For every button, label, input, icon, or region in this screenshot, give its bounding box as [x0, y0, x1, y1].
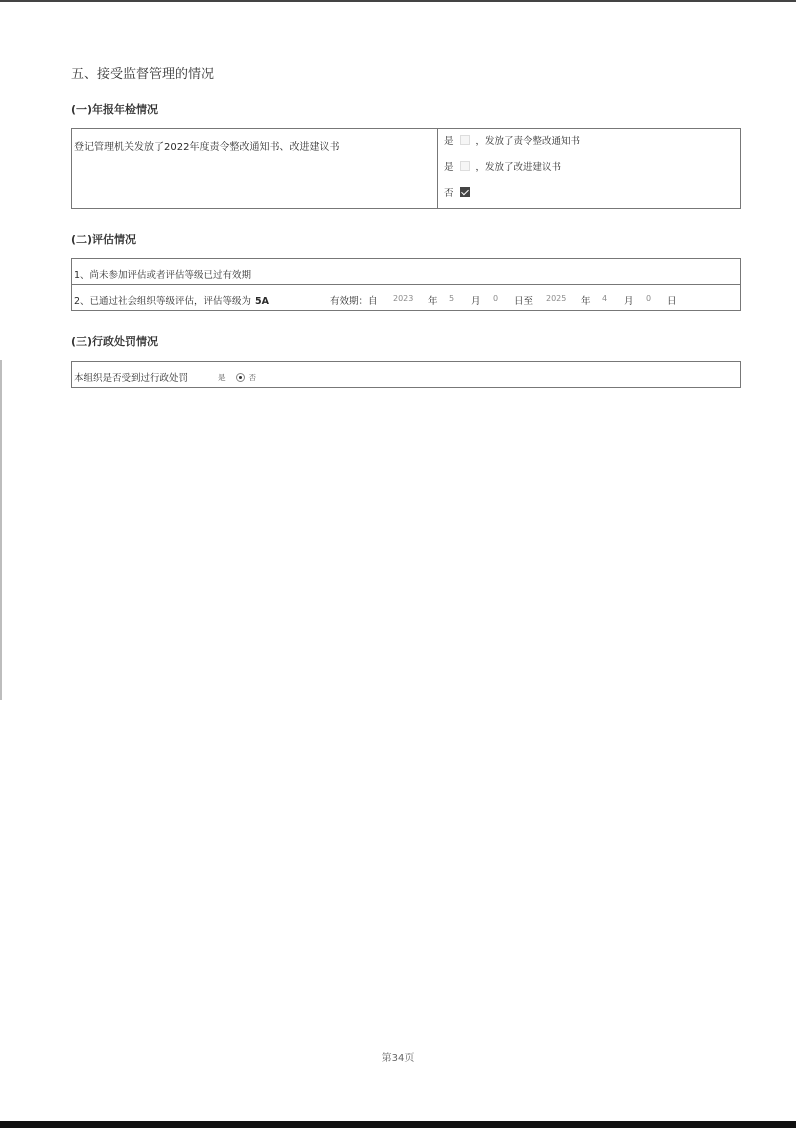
- year-unit: 年: [428, 296, 438, 307]
- no-checkbox-checked-icon[interactable]: [460, 187, 470, 197]
- penalty-table: [71, 361, 741, 388]
- option-prefix: 是: [444, 136, 454, 147]
- top-border: [0, 0, 796, 2]
- evaluation-row-1: 1、尚未参加评估或者评估等级已过有效期: [74, 270, 252, 281]
- improvement-advice-checkbox[interactable]: [460, 161, 470, 171]
- end-month-unit: 月: [624, 296, 634, 307]
- evaluation-row-2: [74, 293, 269, 307]
- penalty-radio-selected-icon[interactable]: [236, 373, 245, 382]
- row-divider: [72, 284, 740, 285]
- end-day-unit: 日: [667, 296, 677, 307]
- section-title: 五、接受监督管理的情况: [71, 67, 215, 82]
- bottom-border: [0, 1121, 796, 1128]
- annual-question: 登记管理机关发放了2022年度责令整改通知书、改进建议书: [74, 142, 340, 153]
- penalty-heading: (三)行政处罚情况: [71, 335, 159, 348]
- end-year-field[interactable]: 2025: [546, 294, 567, 303]
- option-label: ，发放了改进建议书: [475, 162, 562, 173]
- end-year-unit: 年: [581, 296, 591, 307]
- day-to-label: 日至: [514, 296, 534, 307]
- end-day-field[interactable]: 0: [646, 294, 652, 303]
- start-year-field[interactable]: 2023: [393, 294, 414, 303]
- validity-label: 有效期：自: [330, 296, 378, 307]
- annual-heading: (一)年报年检情况: [71, 103, 159, 116]
- penalty-no-label: 否: [248, 373, 256, 382]
- grade-value: 5A: [255, 296, 270, 307]
- evaluation-table: [71, 258, 741, 311]
- penalty-radio-group: [218, 372, 256, 383]
- end-month-field[interactable]: 4: [602, 294, 608, 303]
- page-number: 第34页: [381, 1053, 415, 1064]
- month-unit: 月: [471, 296, 481, 307]
- annual-table: [71, 128, 741, 209]
- row2-label: 2、已通过社会组织等级评估，评估等级为: [74, 296, 252, 307]
- option-no: [444, 185, 476, 199]
- option-prefix: 是: [444, 162, 454, 173]
- option-label: ，发放了责令整改通知书: [475, 136, 581, 147]
- rectification-notice-checkbox[interactable]: [460, 135, 470, 145]
- start-day-field[interactable]: 0: [493, 294, 499, 303]
- option-rectification-notice: [444, 133, 580, 147]
- evaluation-heading: (二)评估情况: [71, 233, 137, 246]
- start-month-field[interactable]: 5: [449, 294, 455, 303]
- penalty-question: 本组织是否受到过行政处罚: [74, 373, 189, 384]
- penalty-yes-label: 是: [218, 373, 226, 382]
- option-improvement-advice: [444, 159, 561, 173]
- option-prefix: 否: [444, 188, 454, 199]
- column-divider: [437, 129, 438, 208]
- scan-edge-mark: [0, 360, 2, 700]
